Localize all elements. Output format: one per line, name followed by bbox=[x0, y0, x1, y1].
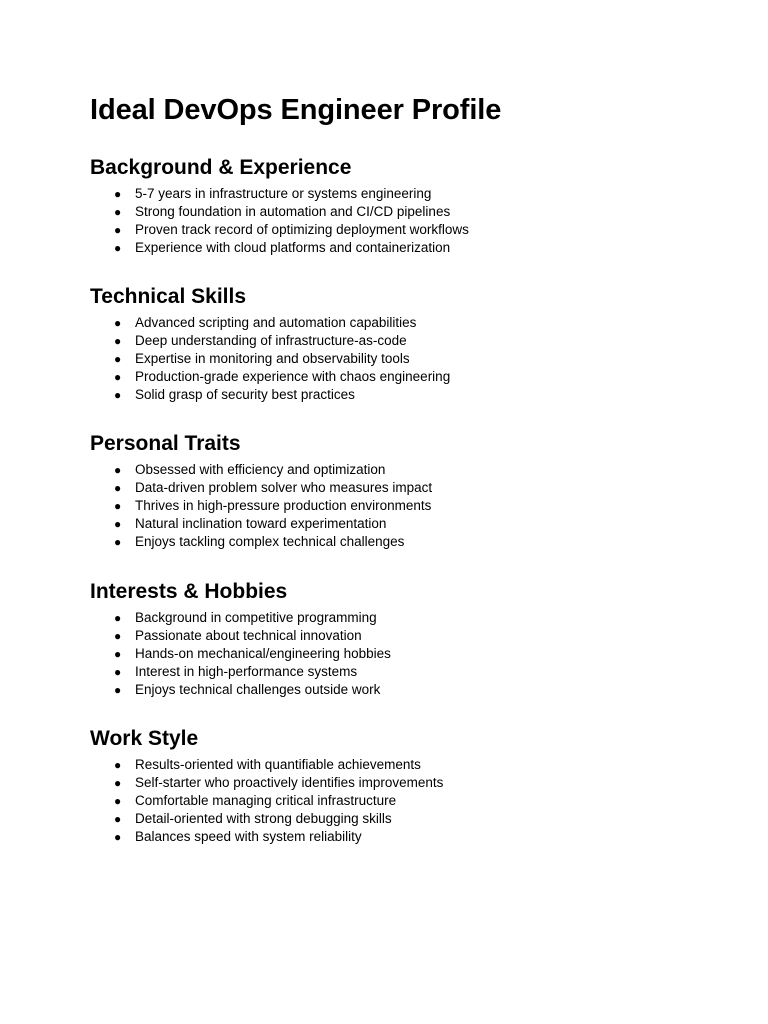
list-item bbox=[90, 792, 730, 810]
list-item-text: Data-driven problem solver who measures impact bbox=[135, 480, 433, 495]
list-item bbox=[90, 533, 730, 551]
section-heading: Background & Experience bbox=[90, 156, 352, 179]
list-item-text: Strong foundation in automation and CI/CD pipelines bbox=[135, 204, 451, 219]
section-technical-skills bbox=[90, 284, 730, 404]
list-item bbox=[90, 350, 730, 368]
bullet-icon: ● bbox=[114, 316, 122, 330]
bullet-icon: ● bbox=[114, 463, 122, 477]
list-item bbox=[90, 221, 730, 239]
list-item bbox=[90, 663, 730, 681]
bullet-icon: ● bbox=[114, 481, 122, 495]
list-item-text: Self-starter who proactively identifies improvements bbox=[135, 775, 444, 790]
section-heading: Technical Skills bbox=[90, 285, 247, 308]
bullet-icon: ● bbox=[114, 647, 122, 661]
list-item bbox=[90, 203, 730, 221]
list-item-text: Comfortable managing critical infrastructure bbox=[135, 793, 397, 808]
bullet-icon: ● bbox=[114, 830, 122, 844]
bullet-icon: ● bbox=[114, 499, 122, 513]
list-item-text: Natural inclination toward experimentation bbox=[135, 516, 387, 531]
list-item bbox=[90, 239, 730, 257]
page-title: Ideal DevOps Engineer Profile bbox=[90, 94, 502, 126]
list-item-text: Detail-oriented with strong debugging skills bbox=[135, 811, 392, 826]
list-item-text: Enjoys technical challenges outside work bbox=[135, 682, 381, 697]
list-item bbox=[90, 386, 730, 404]
bullet-list bbox=[90, 461, 730, 551]
list-item bbox=[90, 645, 730, 663]
list-item bbox=[90, 368, 730, 386]
bullet-icon: ● bbox=[114, 370, 122, 384]
bullet-icon: ● bbox=[114, 223, 122, 237]
list-item bbox=[90, 828, 730, 846]
list-item bbox=[90, 627, 730, 645]
bullet-icon: ● bbox=[114, 535, 122, 549]
bullet-list bbox=[90, 185, 730, 257]
section-background-experience bbox=[90, 155, 730, 257]
section-work-style bbox=[90, 726, 730, 846]
bullet-icon: ● bbox=[114, 205, 122, 219]
list-item bbox=[90, 810, 730, 828]
bullet-list bbox=[90, 756, 730, 846]
list-item bbox=[90, 515, 730, 533]
list-item-text: Advanced scripting and automation capabilities bbox=[135, 315, 417, 330]
bullet-icon: ● bbox=[114, 758, 122, 772]
list-item-text: Obsessed with efficiency and optimization bbox=[135, 462, 386, 477]
list-item bbox=[90, 756, 730, 774]
list-item bbox=[90, 681, 730, 699]
list-item-text: Proven track record of optimizing deployment workflows bbox=[135, 222, 469, 237]
bullet-icon: ● bbox=[114, 665, 122, 679]
list-item-text: Solid grasp of security best practices bbox=[135, 387, 355, 402]
section-heading: Work Style bbox=[90, 727, 199, 750]
list-item bbox=[90, 332, 730, 350]
bullet-icon: ● bbox=[114, 352, 122, 366]
list-item-text: Interest in high-performance systems bbox=[135, 664, 358, 679]
list-item bbox=[90, 461, 730, 479]
bullet-icon: ● bbox=[114, 629, 122, 643]
list-item-text: Experience with cloud platforms and containerization bbox=[135, 240, 451, 255]
bullet-icon: ● bbox=[114, 611, 122, 625]
list-item-text: Passionate about technical innovation bbox=[135, 628, 362, 643]
bullet-icon: ● bbox=[114, 794, 122, 808]
list-item-text: Balances speed with system reliability bbox=[135, 829, 362, 844]
list-item bbox=[90, 609, 730, 627]
bullet-icon: ● bbox=[114, 812, 122, 826]
bullet-list bbox=[90, 609, 730, 699]
list-item-text: Hands-on mechanical/engineering hobbies bbox=[135, 646, 391, 661]
list-item bbox=[90, 185, 730, 203]
list-item-text: Results-oriented with quantifiable achievements bbox=[135, 757, 421, 772]
list-item-text: 5-7 years in infrastructure or systems engineering bbox=[135, 186, 432, 201]
list-item bbox=[90, 497, 730, 515]
bullet-icon: ● bbox=[114, 334, 122, 348]
list-item-text: Thrives in high-pressure production environments bbox=[135, 498, 432, 513]
list-item-text: Production-grade experience with chaos engineering bbox=[135, 369, 451, 384]
list-item-text: Enjoys tackling complex technical challenges bbox=[135, 534, 405, 549]
list-item bbox=[90, 479, 730, 497]
section-heading: Personal Traits bbox=[90, 432, 241, 455]
list-item-text: Deep understanding of infrastructure-as-code bbox=[135, 333, 407, 348]
section-interests-hobbies bbox=[90, 579, 730, 699]
list-item-text: Background in competitive programming bbox=[135, 610, 377, 625]
bullet-list bbox=[90, 314, 730, 404]
bullet-icon: ● bbox=[114, 187, 122, 201]
list-item-text: Expertise in monitoring and observability tools bbox=[135, 351, 410, 366]
list-item bbox=[90, 774, 730, 792]
bullet-icon: ● bbox=[114, 776, 122, 790]
section-heading: Interests & Hobbies bbox=[90, 580, 288, 603]
bullet-icon: ● bbox=[114, 388, 122, 402]
section-personal-traits bbox=[90, 431, 730, 551]
list-item bbox=[90, 314, 730, 332]
bullet-icon: ● bbox=[114, 683, 122, 697]
bullet-icon: ● bbox=[114, 517, 122, 531]
bullet-icon: ● bbox=[114, 241, 122, 255]
